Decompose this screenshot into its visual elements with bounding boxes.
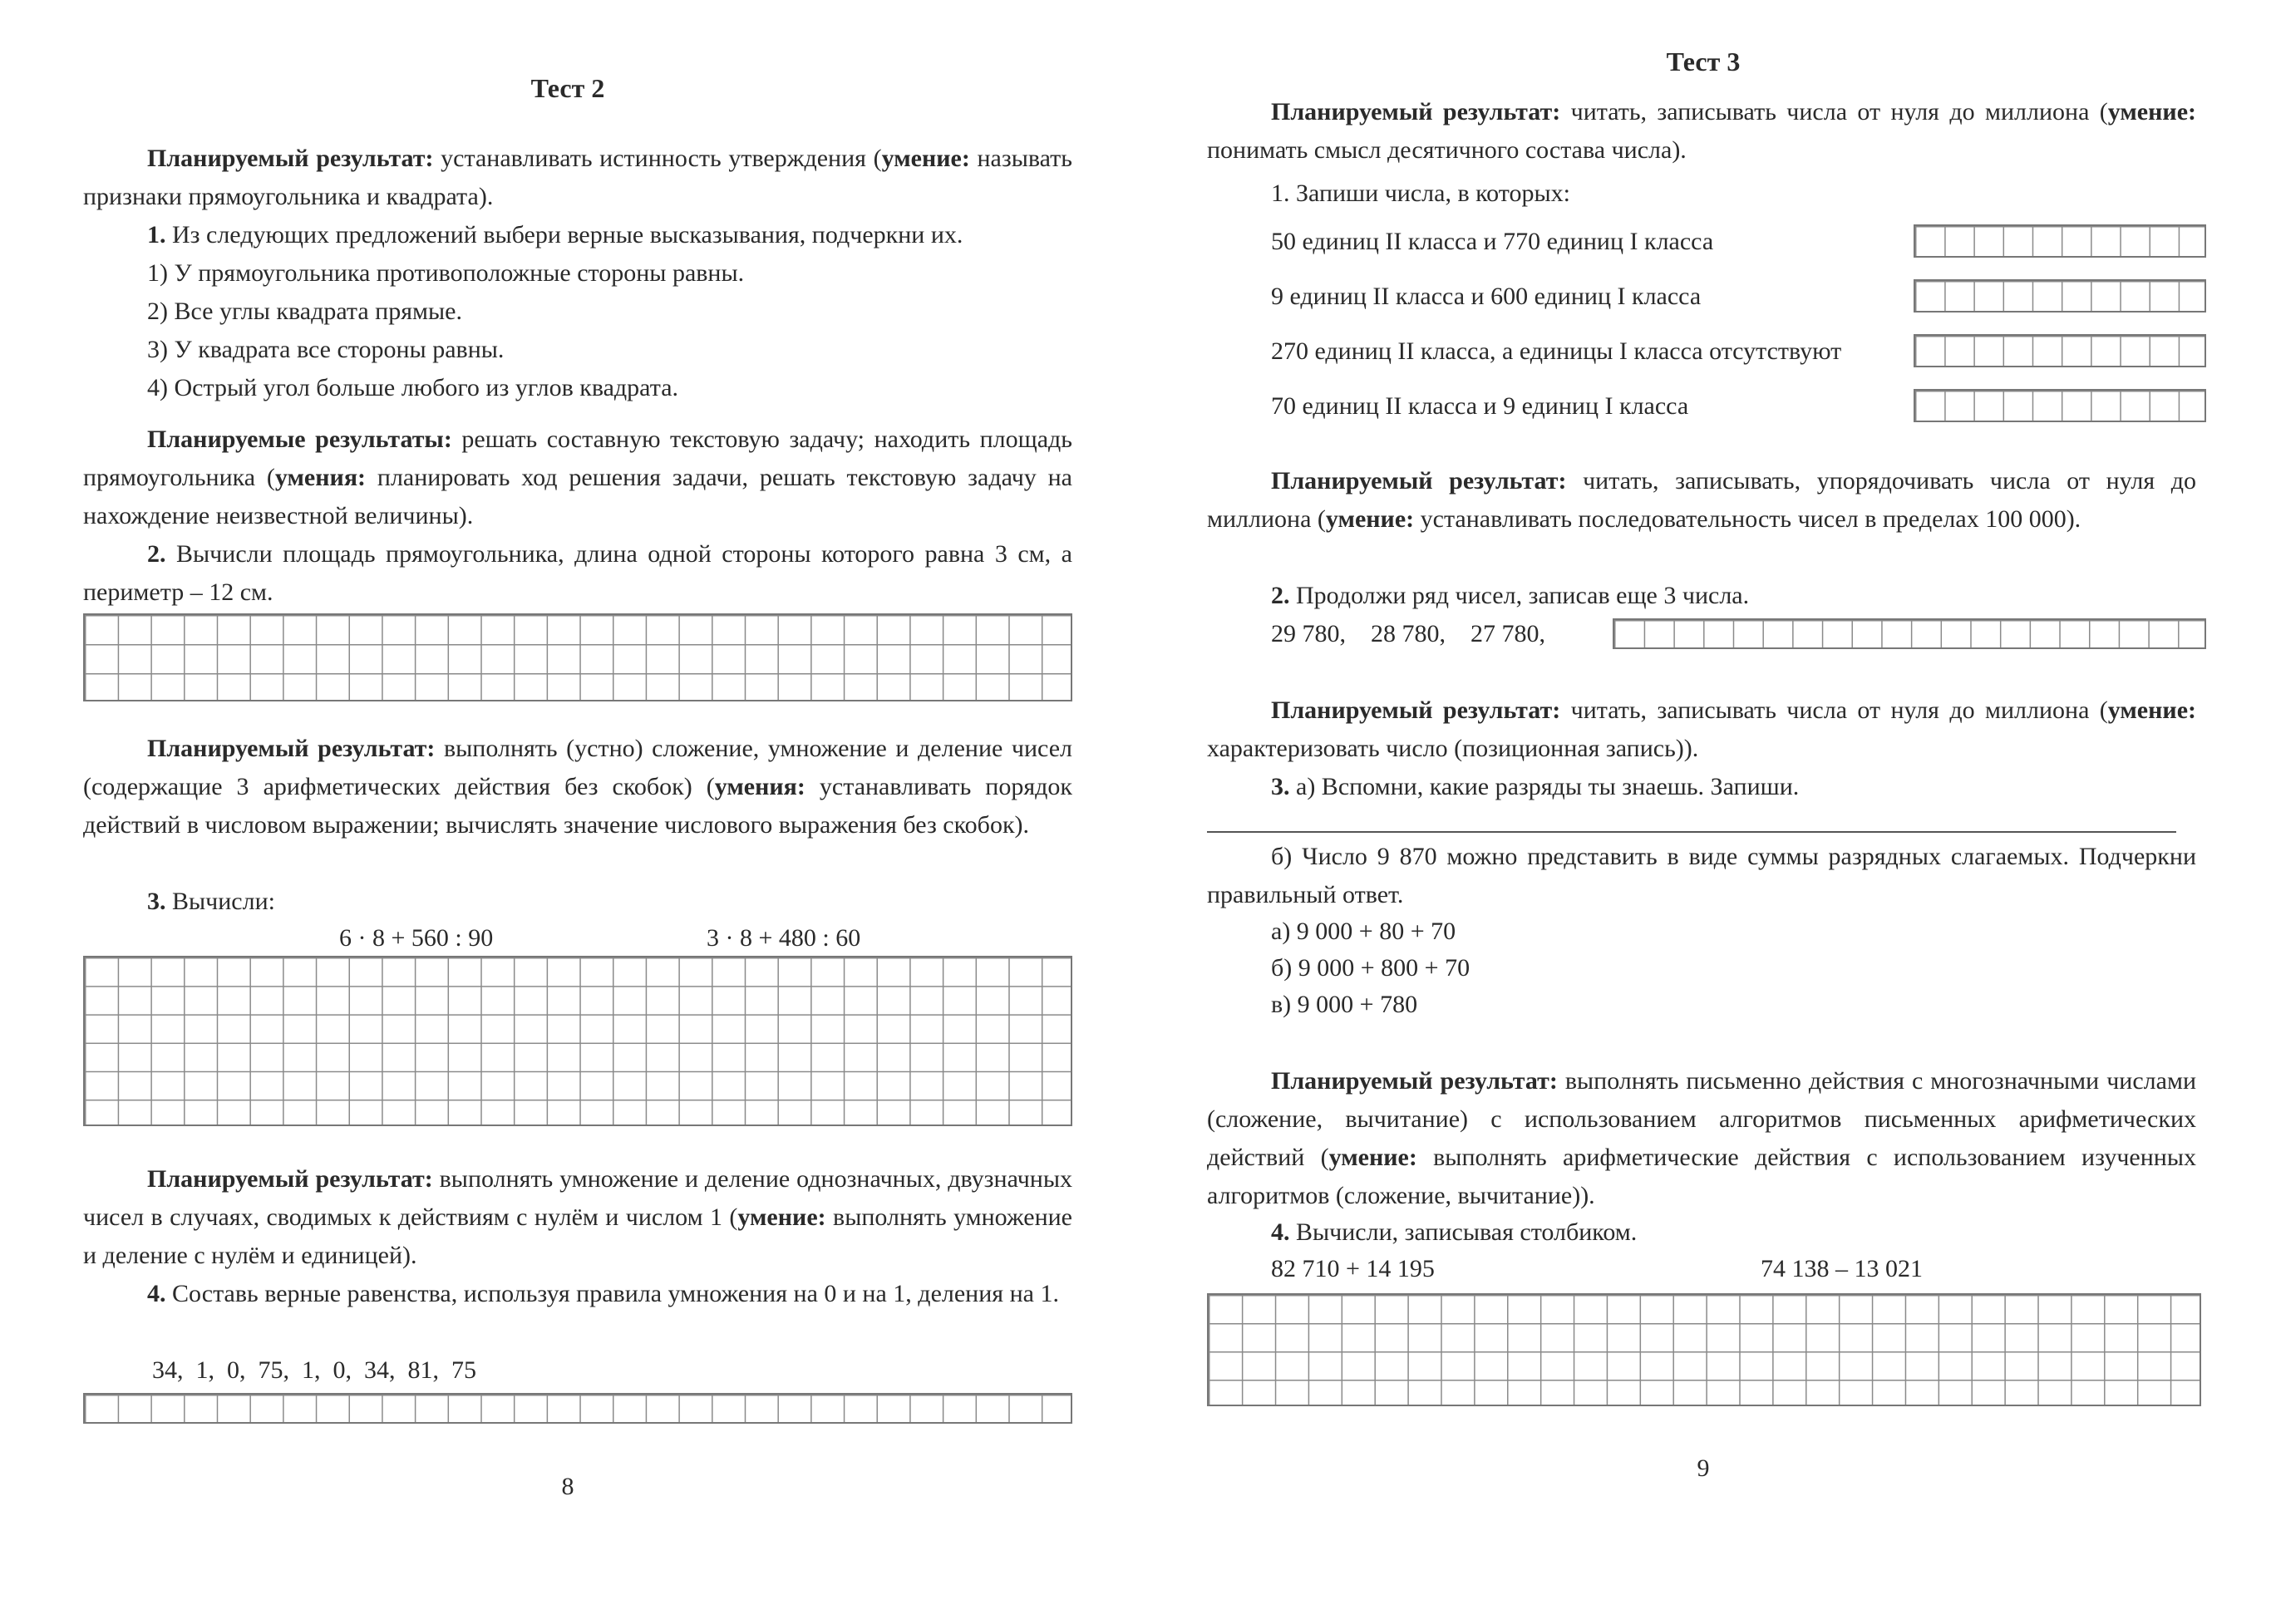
- answer-boxes-1[interactable]: [1914, 224, 2206, 258]
- task-1: 1. Запиши числа, в которых:: [1271, 180, 1570, 207]
- item-3: 270 единиц II класса, а единицы I класса отсутствуют: [1271, 337, 1842, 365]
- task-1: 1. Из следующих предложений выбери верные высказывания, подчеркни их.: [147, 221, 963, 249]
- planned-result-2: Планируемый результат: читать, записывать, упорядочивать числа от нуля до миллиона (умение: устанавливать последовательность чисел в пределах 100 000).: [1207, 467, 2196, 533]
- item-1: 50 единиц II класса и 770 единиц I класса: [1271, 228, 1714, 255]
- answer-boxes-2[interactable]: [1914, 279, 2206, 312]
- test-title: Тест 3: [1666, 47, 1741, 76]
- option-1[interactable]: 1) У прямоугольника противоположные стороны равны.: [147, 259, 745, 287]
- planned-result-1: Планируемый результат: читать, записывать числа от нуля до миллиона (умение: понимать смысл десятичного состава числа).: [1207, 98, 2196, 164]
- answer-grid-3[interactable]: [83, 956, 1072, 1126]
- answer-grid-4[interactable]: [1207, 1293, 2201, 1406]
- planned-result-1: Планируемый результат: устанавливать истинность утверждения (умение: называть признаки прямоугольника и квадрата).: [83, 145, 1072, 210]
- planned-result-3: Планируемый результат: читать, записывать числа от нуля до миллиона (умение: характеризовать число (позиционная запись)).: [1207, 696, 2196, 762]
- task-2: 2. Продолжи ряд чисел, записав еще 3 числа.: [1271, 582, 1750, 609]
- item-4: 70 единиц II класса и 9 единиц I класса: [1271, 392, 1689, 420]
- sequence-answer-boxes[interactable]: [1613, 618, 2206, 649]
- option-2[interactable]: 2) Все углы квадрата прямые.: [147, 298, 462, 325]
- option-b[interactable]: б) 9 000 + 800 + 70: [1271, 954, 1470, 982]
- test-title: Тест 2: [530, 73, 605, 103]
- item-2: 9 единиц II класса и 600 единиц I класса: [1271, 283, 1702, 310]
- option-c[interactable]: в) 9 000 + 780: [1271, 991, 1418, 1018]
- task-4: 4. Вычисли, записывая столбиком.: [1271, 1218, 1638, 1246]
- task-3: 3. Вычисли:: [147, 888, 275, 915]
- answer-boxes-3[interactable]: [1914, 334, 2206, 367]
- page-number: 9: [1697, 1454, 1710, 1482]
- expression-2: 74 138 – 13 021: [1761, 1255, 1923, 1282]
- task-4: 4. Составь верные равенства, используя правила умножения на 0 и на 1, деления на 1.: [147, 1280, 1059, 1307]
- planned-result-4: Планируемый результат: выполнять умножение и деление однозначных, двузначных чисел в случаях, сводимых к действиям с нулём и числом 1 (умение: выполнять умножение и деление с нулём и единицей).: [83, 1165, 1072, 1269]
- planned-result-2: Планируемые результаты: решать составную текстовую задачу; находить площадь прямоугольника (умения: планировать ход решения задачи, решать текстовую задачу на нахождение неизвестной величины).: [83, 426, 1073, 529]
- number-sequence: 29 780, 28 780, 27 780,: [1271, 620, 1545, 647]
- answer-grid-4[interactable]: [83, 1393, 1072, 1424]
- task-2: 2. Вычисли площадь прямоугольника, длина одной стороны которого равна 3 см, а периметр – 12 см.: [83, 540, 1072, 606]
- answer-line[interactable]: [1207, 831, 2176, 833]
- task-3a: 3. а) Вспомни, какие разряды ты знаешь. Запиши.: [1271, 773, 1800, 800]
- expression-1: 6 · 8 + 560 : 90: [339, 924, 494, 952]
- option-3[interactable]: 3) У квадрата все стороны равны.: [147, 336, 505, 363]
- expression-2: 3 · 8 + 480 : 60: [707, 924, 861, 952]
- option-a[interactable]: а) 9 000 + 80 + 70: [1271, 918, 1456, 945]
- answer-boxes-4[interactable]: [1914, 389, 2206, 422]
- expression-1: 82 710 + 14 195: [1271, 1255, 1435, 1282]
- answer-grid-2[interactable]: [83, 613, 1072, 701]
- task-3b: б) Число 9 870 можно представить в виде суммы разрядных слагаемых. Подчеркни правильный ответ.: [1207, 843, 2196, 908]
- number-list: 34, 1, 0, 75, 1, 0, 34, 81, 75: [152, 1356, 476, 1384]
- planned-result-3: Планируемый результат: выполнять (устно) сложение, умножение и деление чисел (содержащие 3 арифметических действия без скобок) (умения: устанавливать порядок действий в числовом выражении; вычислять значение числового выражения без скобок).: [83, 735, 1072, 839]
- option-4[interactable]: 4) Острый угол больше любого из углов квадрата.: [147, 374, 679, 401]
- planned-result-4: Планируемый результат: выполнять письменно действия с многозначными числами (сложение, вычитание) с использованием алгоритмов письменных арифметических действий (умение: выполнять арифметические действия с использованием изученных алгоритмов (сложение, вычитание)).: [1207, 1067, 2196, 1209]
- page-number: 8: [561, 1473, 574, 1500]
